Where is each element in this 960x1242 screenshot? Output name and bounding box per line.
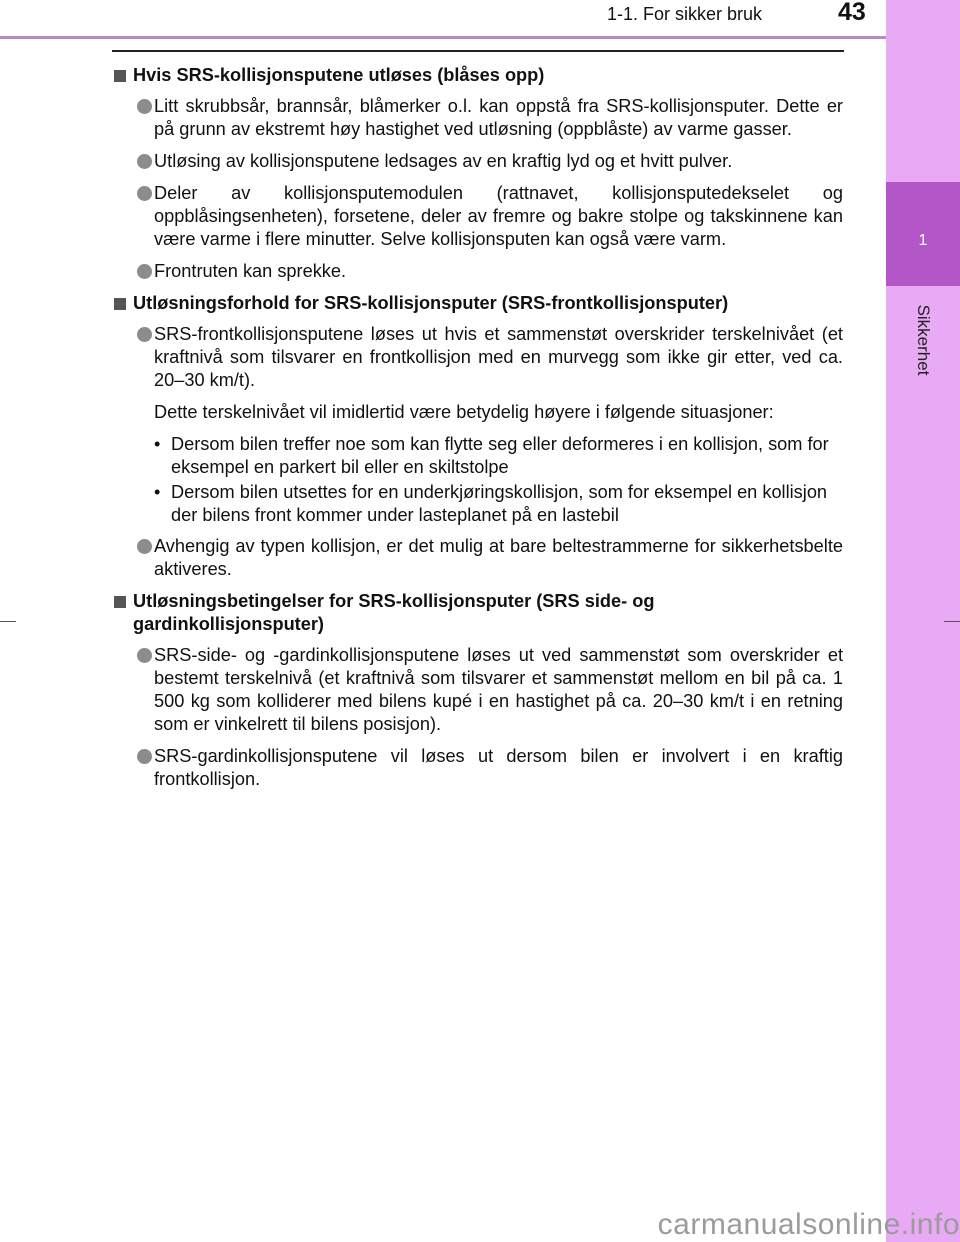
square-bullet-icon: [114, 298, 126, 310]
sub-list-item: [112, 481, 843, 527]
crop-mark-right: [944, 621, 960, 622]
section-heading: [112, 590, 843, 636]
square-bullet-icon: [114, 70, 126, 82]
circle-bullet-icon: [137, 648, 152, 663]
circle-bullet-icon: [137, 327, 152, 342]
small-bullet-icon: •: [154, 434, 161, 454]
circle-bullet-icon: [137, 186, 152, 201]
bullet-item: [112, 260, 843, 283]
small-bullet-icon: •: [154, 482, 161, 502]
section-title: 1-1. For sikker bruk: [607, 4, 763, 24]
heading-text: Utløsningsbetingelser for SRS-kollisjonsputer (SRS side- og gardinkollisjonsputer): [133, 591, 655, 634]
header-rule: [0, 36, 886, 39]
bullet-item: [112, 745, 843, 791]
bullet-text: Litt skrubbsår, brannsår, blåmerker o.l. kan oppstå fra SRS-kollisjonsputer. Dette er på grunn av ekstremt høy hastighet ved utløsning (oppblåste) av varme gasser.: [154, 96, 843, 139]
chapter-name: Sikkerhet: [914, 304, 933, 376]
crop-mark-left: [0, 621, 16, 622]
sub-list-item: [112, 433, 843, 479]
bullet-text: Utløsing av kollisjonsputene ledsages av en kraftig lyd og et hvitt pulver.: [154, 151, 733, 171]
bullet-text: Deler av kollisjonsputemodulen (rattnavet, kollisjonsputedekselet og oppblåsingsenheten), forsetene, deler av fremre og bakre stolpe og takskinnene kan være varme i flere minutter. Selve kollisjonsputen kan også være varm.: [154, 183, 843, 249]
circle-bullet-icon: [137, 539, 152, 554]
watermark-text: carmanualsonline.info: [657, 1208, 960, 1241]
bullet-item: [112, 535, 843, 581]
bullet-text: Frontruten kan sprekke.: [154, 261, 347, 281]
bullet-item: [112, 95, 843, 141]
page-content: [112, 64, 843, 800]
circle-bullet-icon: [137, 749, 152, 764]
page-number: 43: [838, 0, 866, 26]
bullet-text: SRS-frontkollisjonsputene løses ut hvis et sammenstøt overskrider terskelnivået (et kraftnivå som tilsvarer en frontkollisjon med en murvegg som ikke gir etter, ved ca. 20–30 km/t).: [154, 324, 843, 390]
chapter-number: 1: [918, 232, 928, 249]
sub-list-text: Dersom bilen utsettes for en underkjøringskollisjon, som for eksempel en kollisjon der bilens front kommer under lasteplanet på en lastebil: [171, 482, 828, 525]
circle-bullet-icon: [137, 154, 152, 169]
bullet-text: SRS-side- og -gardinkollisjonsputene løses ut ved sammenstøt som overskrider et bestemt terskelnivå (et kraftnivå som tilsvarer et sammenstøt mellom en bil på ca. 1 500 kg som kolliderer med bilens kupé i en hastighet på ca. 20–30 km/t i en retning som er vinkelrett til bilens posisjon).: [154, 645, 843, 734]
note-paragraph: Dette terskelnivået vil imidlertid være betydelig høyere i følgende situasjoner:: [154, 402, 774, 422]
content-top-rule: [112, 50, 844, 52]
bullet-item: [112, 150, 843, 173]
heading-text: Utløsningsforhold for SRS-kollisjonsputer (SRS-frontkollisjonsputer): [133, 293, 729, 313]
bullet-text: SRS-gardinkollisjonsputene vil løses ut dersom bilen er involvert i en kraftig frontkollisjon.: [154, 746, 843, 789]
bullet-item: [112, 182, 843, 251]
circle-bullet-icon: [137, 99, 152, 114]
heading-text: Hvis SRS-kollisjonsputene utløses (blåses opp): [133, 65, 545, 85]
bullet-item: [112, 644, 843, 736]
bullet-text: Avhengig av typen kollisjon, er det mulig at bare beltestrammerne for sikkerhetsbelte aktiveres.: [154, 536, 843, 579]
square-bullet-icon: [114, 596, 126, 608]
sub-list-text: Dersom bilen treffer noe som kan flytte seg eller deformeres i en kollisjon, som for eksempel en parkert bil eller en skiltstolpe: [171, 434, 829, 477]
section-heading: [112, 292, 843, 315]
section-heading: [112, 64, 843, 87]
bullet-item: [112, 323, 843, 392]
circle-bullet-icon: [137, 264, 152, 279]
